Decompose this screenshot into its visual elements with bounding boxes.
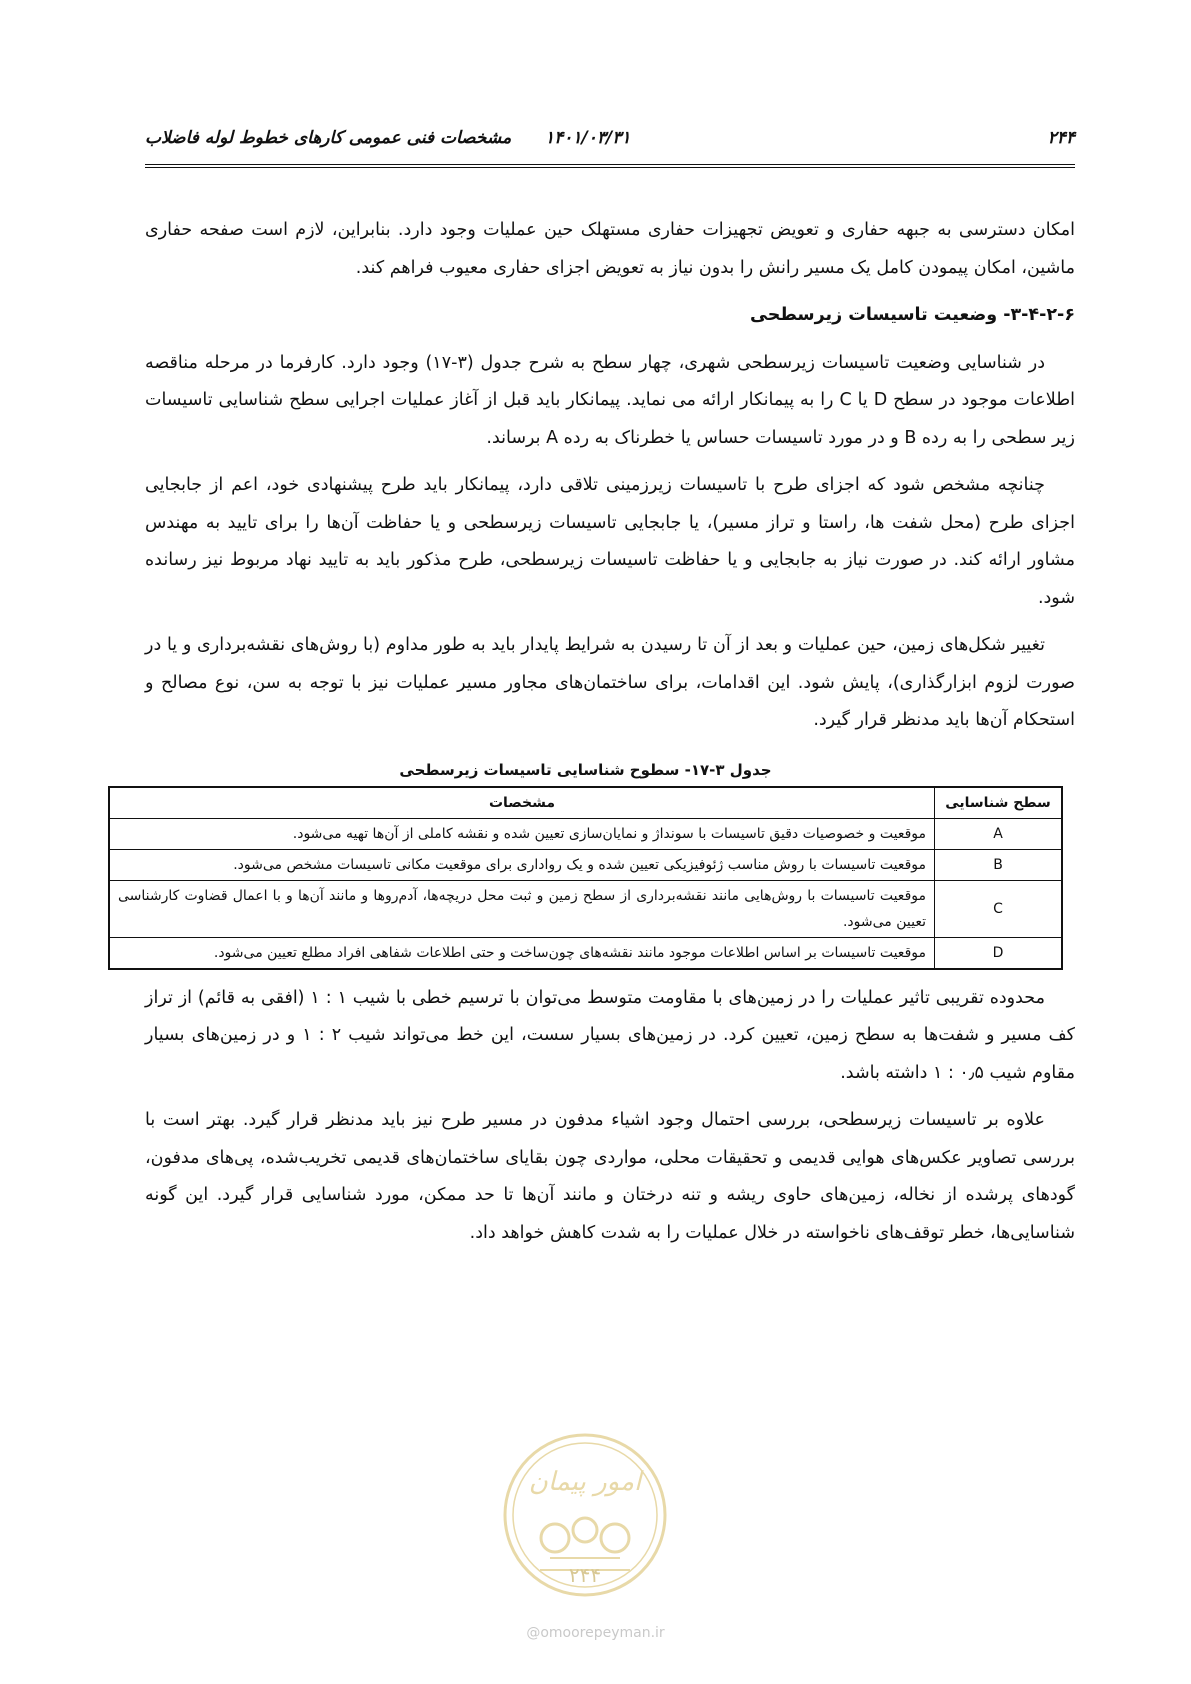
stamp-brand-text: امور پیمان — [528, 1467, 642, 1497]
paragraph-6: علاوه بر تاسیسات زیرسطحی، بررسی احتمال وجود اشیاء مدفون در مسیر طرح نیز باید مدنظر قرار گیرد. بهتر است با بررسی تصاویر عکس‌های هوایی قدیمی و تحقیقات محلی، مواردی چون بقایای ساختمان‌های قدیمی تخریب‌شده، پی‌های مدفون، گودهای پرشده از نخاله، زمین‌های حاوی ریشه و تنه درختان و مانند آن‌ها تا حد ممکن، مورد شناسایی قرار گیرد. این گونه شناسایی‌ها، خطر توقف‌های ناخواسته در خلال عملیات را به شدت کاهش خواهد داد. — [145, 1110, 1075, 1243]
header-title: مشخصات فنی عمومی کارهای خطوط لوله فاضلاب — [145, 128, 512, 148]
watermark-stamp-logo — [500, 1430, 670, 1600]
document-body — [118, 212, 1075, 1262]
header-page-number: ۲۴۴ — [1047, 128, 1075, 148]
paragraph-1: امکان دسترسی به جبهه حفاری و تعویض تجهیزات حفاری مستهلک حین عملیات وجود دارد. بنابراین، لازم است صفحه حفاری ماشین، امکان پیمودن کامل یک مسیر رانش را بدون نیاز به تعویض اجزای حفاری معیوب فراهم کند. — [145, 220, 1075, 278]
paragraph-5: محدوده تقریبی تاثیر عملیات را در زمین‌های با مقاومت متوسط می‌توان با ترسیم خطی با شیب ۱ : ۱ (افقی به قائم) از تراز کف مسیر و شفت‌ها به سطح زمین، تعیین کرد. در زمین‌های بسیار سست، این خط می‌تواند شیب ۲ : ۱ و در زمین‌های بسیار مقاوم شیب ۰٫۵ : ۱ داشته باشد. — [145, 987, 1075, 1083]
table-cell-level: A — [935, 818, 1063, 849]
stamp-emblem-icon — [500, 1430, 670, 1600]
table-header-specs: مشخصات — [109, 787, 935, 819]
table-cell-desc: موقعیت تاسیسات با روش مناسب ژئوفیزیکی تعیین شده و یک رواداری برای موقعیت مکانی تاسیسات مشخص می‌شود. — [109, 849, 935, 880]
table-cell-desc: موقعیت تاسیسات بر اساس اطلاعات موجود مانند نقشه‌های چون‌ساخت و حتی اطلاعات شفاهی افراد مطلع تعیین می‌شود. — [109, 937, 935, 969]
stamp-page-number: ۲۴۴ — [568, 1563, 602, 1587]
table-header-level: سطح شناسایی — [935, 787, 1063, 819]
paragraph-3: چنانچه مشخص شود که اجزای طرح با تاسیسات زیرزمینی تلاقی دارد، پیمانکار باید طرح پیشنهادی خود، اعم از جابجایی اجزای طرح (محل شفت ها، راستا و تراز مسیر)، یا جابجایی تاسیسات زیرسطحی و یا حفاظت آن‌ها را برای تایید به مهندس مشاور ارائه کند. در صورت نیاز به جابجایی و یا حفاظت تاسیسات زیرسطحی، طرح مذکور باید به تایید نهاد مربوط نیز رسانده شود. — [145, 475, 1075, 608]
section-heading: ۳-۴-۲-۶- وضعیت تاسیسات زیرسطحی — [750, 305, 1075, 325]
table-cell-desc: موقعیت تاسیسات با روش‌هایی مانند نقشه‌برداری از سطح زمین و ثبت محل دریچه‌ها، آدم‌روها و مانند آن‌ها و با اعمال قضاوت کارشناسی تعیین می‌شود. — [109, 880, 935, 937]
page-header — [145, 128, 1075, 168]
footer-website-url: @omoorepeyman.ir — [526, 1625, 665, 1641]
table-cell-level: B — [935, 849, 1063, 880]
table-row — [109, 880, 1062, 937]
table-row — [109, 849, 1062, 880]
identification-levels-table — [108, 786, 1063, 970]
table-cell-level: C — [935, 880, 1063, 937]
table-row — [109, 818, 1062, 849]
header-date: ۱۴۰۱/۰۳/۳۱ — [545, 128, 631, 148]
table-section — [108, 758, 1063, 970]
table-cell-desc: موقعیت و خصوصیات دقیق تاسیسات با سونداژ و نمایان‌سازی تعیین شده و نقشه کاملی از آن‌ها تهیه می‌شود. — [109, 818, 935, 849]
paragraph-2: در شناسایی وضعیت تاسیسات زیرسطحی شهری، چهار سطح به شرح جدول (۳-۱۷) وجود دارد. کارفرما در مرحله مناقصه اطلاعات موجود در سطح D یا C را به پیمانکار ارائه می نماید. پیمانکار باید قبل از آغاز عملیات اجرایی سطح شناسایی تاسیسات زیر سطحی را به رده B و در مورد تاسیسات حساس یا خطرناک به رده A برساند. — [145, 352, 1075, 448]
table-caption: جدول ۳-۱۷- سطوح شناسایی تاسیسات زیرسطحی — [399, 760, 772, 779]
paragraph-4: تغییر شکل‌های زمین، حین عملیات و بعد از آن تا رسیدن به شرایط پایدار باید به طور مداوم (با روش‌های نقشه‌برداری و یا در صورت لزوم ابزارگذاری)، پایش شود. این اقدامات، برای ساختمان‌های مجاور مسیر عملیات نیز با توجه به سن، نوع مصالح و استحکام آن‌ها باید مدنظر قرار گیرد. — [145, 635, 1075, 730]
table-header-row — [109, 787, 1062, 819]
table-cell-level: D — [935, 937, 1063, 969]
table-row — [109, 937, 1062, 969]
